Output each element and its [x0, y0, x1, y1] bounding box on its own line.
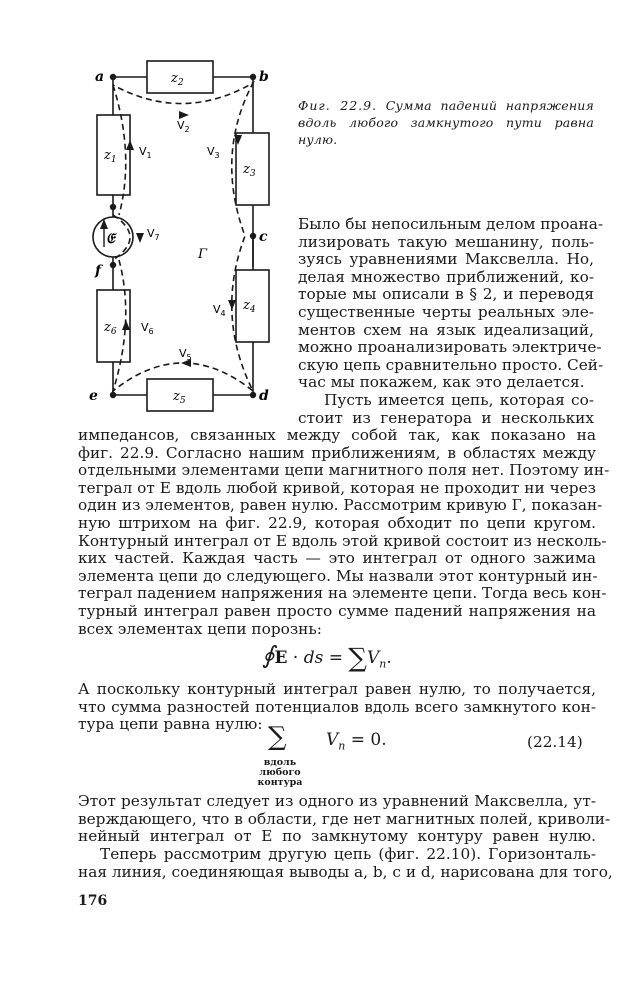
label-c: c	[259, 229, 268, 245]
node-f	[110, 262, 116, 268]
p1-line: скую цепь сравнительно просто. Сей-	[298, 355, 604, 374]
eq2-sum: ∑	[268, 722, 287, 752]
label-z3: $z_3$	[243, 162, 256, 179]
p1-line: торые мы описали в § 2, и переводя	[298, 285, 594, 304]
p2-line: отдельными элементами цепи магнитного поля нет. Поэтому ин-	[78, 461, 610, 480]
eq2-body	[326, 730, 387, 752]
p2-line: теграл от E вдоль любой кривой, которая не проходит ни через	[78, 478, 596, 497]
eq2-sub3: контура	[257, 777, 303, 788]
eq2-V: V	[326, 730, 339, 750]
p5-line: Теперь рассмотрим другую цепь (фиг. 22.10). Горизонталь-	[100, 845, 596, 863]
p2-line: один из элементов, равен нулю. Рассмотрим кривую Г, показан-	[78, 496, 603, 515]
arrow-v7	[136, 233, 144, 243]
equation-contour-integral	[262, 641, 392, 674]
p1-line: делая множество приближений, ко-	[298, 267, 594, 286]
p1-line: час мы покажем, как это делается.	[298, 373, 585, 392]
page-number: 176	[78, 893, 108, 909]
label-z2: $z_2$	[171, 71, 184, 88]
eq1-ds: ds	[303, 648, 324, 668]
node-d	[250, 392, 256, 398]
impedance-z5-box	[147, 379, 213, 411]
paragraph-4	[78, 792, 611, 846]
label-z6: $z_6$	[104, 320, 117, 337]
label-e: e	[89, 388, 98, 404]
paragraph-1	[298, 215, 604, 427]
p2-line: всех элементах цепи порознь:	[78, 619, 322, 638]
p1-line: можно проанализировать электриче-	[298, 338, 602, 357]
p1-line: зуясь уравнениями Максвелла. Но,	[298, 250, 594, 269]
eq1-V: V	[366, 648, 380, 668]
p5-line: ная линия, соединяющая выводы a, b, c и d, нарисована для того,	[78, 862, 613, 881]
caption-text: Сумма падений напряжения вдоль любого замкнутого пути равна нулю.	[298, 98, 594, 147]
generator-label: 𝔈	[106, 231, 115, 247]
caption-label: Фиг. 22.9.	[298, 98, 378, 113]
p4-line: Этот результат следует из одного из уравнений Максвелла, ут-	[78, 792, 596, 810]
p2-line: турный интеграл равен просто сумме падений напряжения на	[78, 601, 596, 620]
eq1-E: E	[274, 648, 288, 668]
p2-line: фиг. 22.9. Согласно нашим приближениям, в областях между	[78, 443, 596, 462]
eq2-sub2: любого	[259, 767, 301, 778]
arrow-v4	[228, 300, 236, 310]
paragraph-2	[78, 426, 610, 638]
p2-line: Контурный интеграл от E вдоль этой кривой состоит из несколь-	[78, 531, 607, 550]
node-gen-top	[110, 204, 116, 210]
impedance-z2-box	[147, 61, 213, 93]
p3-line: тура цепи равна нулю:	[78, 715, 263, 734]
label-v1: $V_1$	[139, 145, 152, 160]
p2-line: стоит из генератора и нескольких	[298, 408, 594, 427]
node-a	[110, 74, 116, 80]
p2-line: теграл падением напряжения на элементе цепи. Тогда весь кон-	[78, 584, 607, 603]
p2-line: Пусть имеется цепь, которая со-	[324, 390, 594, 409]
eq2-subscript	[254, 758, 306, 788]
oint-symbol: ∮	[262, 641, 275, 669]
eq1-end: .	[386, 648, 392, 668]
label-a: a	[95, 69, 105, 85]
label-b: b	[259, 69, 269, 85]
label-v6: $V_6$	[141, 321, 154, 336]
p4-line: нейный интеграл от E по замкнутому контуру равен нулю.	[78, 827, 596, 846]
eq1-n: n	[379, 657, 387, 671]
paragraph-3	[78, 681, 596, 734]
p1-line: Было бы непосильным делом проана-	[298, 215, 604, 233]
node-b	[250, 74, 256, 80]
label-v7: $V_7$	[147, 227, 160, 242]
p1-line: существенные черты реальных эле-	[298, 302, 594, 321]
node-c	[250, 233, 256, 239]
label-v3: $V_3$	[207, 145, 220, 160]
p4-line: верждающего, что в области, где нет магнитных полей, криволи-	[78, 809, 611, 828]
eq2-n: n	[338, 739, 346, 753]
label-v5: $V_5$	[179, 347, 192, 362]
p3-line: А поскольку контурный интеграл равен нулю, то получается,	[78, 680, 596, 698]
label-z4: $z_4$	[243, 298, 256, 315]
circuit-diagram	[89, 55, 280, 420]
arrow-v6	[122, 320, 130, 330]
figure-caption	[298, 97, 594, 148]
eq2-sub1: вдоль	[263, 757, 297, 768]
label-z5: $z_5$	[173, 389, 186, 406]
arrow-v1	[126, 140, 134, 150]
eq1-sum: ∑	[348, 643, 367, 674]
paragraph-5	[78, 845, 613, 881]
arrow-v3	[234, 135, 242, 145]
eq2-rest: = 0.	[345, 730, 387, 750]
label-d: d	[259, 388, 269, 404]
eq1-eq: =	[323, 648, 349, 668]
label-z1: $z_1$	[104, 148, 117, 165]
p1-line: ментов схем на язык идеализаций,	[298, 320, 594, 339]
p2-line: ную штрихом на фиг. 22.9, которая обходит по цепи кругом.	[78, 513, 596, 532]
p1-line: лизировать такую мешанину, поль-	[298, 232, 594, 251]
arrow-v2	[179, 111, 189, 119]
label-gamma: Γ	[198, 247, 208, 262]
equation-number: (22.14)	[527, 733, 583, 751]
eq1-dot: ·	[287, 648, 304, 668]
p2-line: элемента цепи до следующего. Мы назвали этот контурный ин-	[78, 566, 598, 585]
p2-line: ких частей. Каждая часть — это интеграл от одного зажима	[78, 549, 596, 568]
label-f: f	[95, 263, 102, 279]
label-v4: $V_4$	[213, 303, 226, 318]
node-e	[110, 392, 116, 398]
p2-line: импедансов, связанных между собой так, как показано на	[78, 426, 596, 444]
label-v2: $V_2$	[177, 119, 190, 134]
p3-line: что сумма разностей потенциалов вдоль всего замкнутого кон-	[78, 697, 596, 716]
equation-sum-zero	[240, 722, 440, 788]
